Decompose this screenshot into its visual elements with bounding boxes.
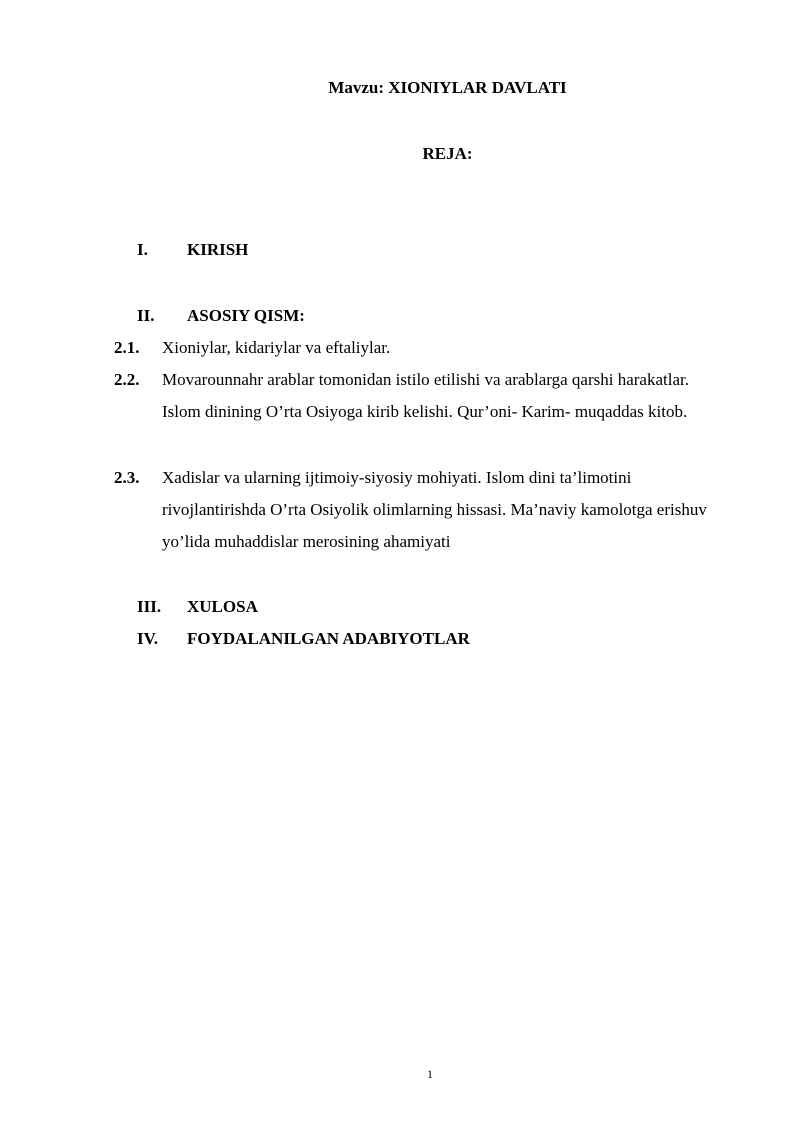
section-number-3: III. bbox=[137, 597, 162, 616]
section-label-foydalanilgan-adabiyotlar: FOYDALANILGAN ADABIYOTLAR bbox=[187, 629, 470, 648]
document-title: Mavzu: XIONIYLAR DAVLATI bbox=[328, 78, 567, 97]
subsection-text-2-1: Xioniylar, kidariylar va eftaliylar. bbox=[162, 338, 391, 357]
subsection-number-2-1: 2.1. bbox=[114, 338, 140, 357]
page-number: 1 bbox=[427, 1067, 433, 1081]
section-number-1: I. bbox=[137, 240, 148, 259]
subsection-text-2-3: Xadislar va ularning ijtimoiy-siyosiy mohiyati. Islom dini ta’limotini rivojlantirishda O’rta Osiyolik olimlarning hissasi. Ma’naviy kamolotga erishuv yo’lida muhaddislar merosining ahamiyati bbox=[162, 468, 707, 551]
subsection-number-2-2: 2.2. bbox=[114, 370, 140, 389]
section-label-xulosa: XULOSA bbox=[187, 597, 258, 616]
plan-heading: REJA: bbox=[422, 144, 473, 163]
section-label-asosiy-qism: ASOSIY QISM: bbox=[187, 306, 305, 325]
section-number-4: IV. bbox=[137, 629, 158, 648]
subsection-text-2-2: Movarounnahr arablar tomonidan istilo etilishi va arablarga qarshi harakatlar. Islom dinining O’rta Osiyoga kirib kelishi. Qur’oni- Karim- muqaddas kitob. bbox=[162, 370, 689, 421]
section-number-2: II. bbox=[137, 306, 155, 325]
subsection-number-2-3: 2.3. bbox=[114, 468, 140, 487]
section-label-kirish: KIRISH bbox=[187, 240, 249, 259]
